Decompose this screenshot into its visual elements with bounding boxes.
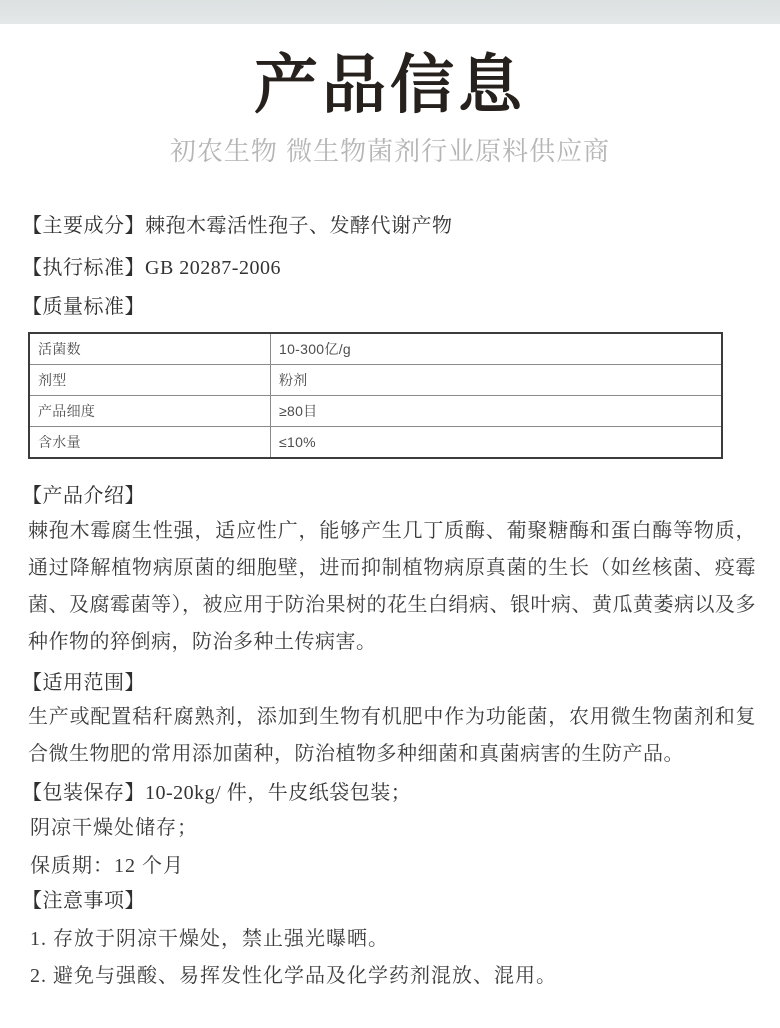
notes-label: 【注意事项】 <box>22 890 145 912</box>
table-cell-name: 活菌数 <box>29 333 271 365</box>
table-cell-name: 产品细度 <box>29 396 271 427</box>
table-row <box>29 365 722 396</box>
main-ingredients-label: 【主要成分】 <box>22 215 145 237</box>
shelf-life-line: 保质期：12 个月 <box>30 855 184 877</box>
scope-label: 【适用范围】 <box>22 672 145 694</box>
scope-heading <box>22 669 756 697</box>
table-cell-name: 含水量 <box>29 427 271 459</box>
product-intro-label: 【产品介绍】 <box>22 485 145 507</box>
quality-standard-label: 【质量标准】 <box>22 296 145 318</box>
notes-heading <box>22 887 756 915</box>
main-ingredients-line <box>22 212 756 240</box>
packaging-value: 10-20kg/ 件，牛皮纸袋包装； <box>145 782 412 804</box>
page-title: 产品信息 <box>254 50 526 121</box>
note-item-2: 2. 避免与强酸、易挥发性化学品及化学药剂混放、混用。 <box>30 965 557 987</box>
packaging-label: 【包装保存】 <box>22 782 145 804</box>
table-cell-value: 10-300亿/g <box>271 333 723 365</box>
table-row <box>29 333 722 365</box>
note-item-1: 1. 存放于阴凉干燥处，禁止强光曝晒。 <box>30 928 389 950</box>
quality-standard-line <box>22 293 756 321</box>
quality-standard-table <box>28 332 723 459</box>
table-row <box>29 396 722 427</box>
product-intro-heading <box>22 482 756 510</box>
table-cell-name: 剂型 <box>29 365 271 396</box>
table-cell-value: ≤10% <box>271 427 723 459</box>
header-band <box>0 0 780 24</box>
document-body <box>0 212 780 990</box>
table-cell-value: 粉剂 <box>271 365 723 396</box>
standard-value: GB 20287-2006 <box>145 257 281 279</box>
page-subtitle: 初农生物 微生物菌剂行业原料供应商 <box>169 136 611 166</box>
standard-label: 【执行标准】 <box>22 257 145 279</box>
packaging-line <box>22 779 756 807</box>
product-intro-text: 棘孢木霉腐生性强，适应性广，能够产生几丁质酶、葡聚糖酶和蛋白酶等物质，通过降解植物病原菌的细胞壁，进而抑制植物病原真菌的生长（如丝核菌、疫霉菌、及腐霉菌等），被应用于防治果树的花生白绢病、银叶病、黄瓜黄萎病以及多种作物的猝倒病，防治多种土传病害。 <box>28 520 756 653</box>
standard-line <box>22 254 756 282</box>
table-cell-value: ≥80目 <box>271 396 723 427</box>
scope-text: 生产或配置秸秆腐熟剂，添加到生物有机肥中作为功能菌，农用微生物菌剂和复合微生物肥的常用添加菌种，防治植物多种细菌和真菌病害的生防产品。 <box>28 706 756 765</box>
main-ingredients-value: 棘孢木霉活性孢子、发酵代谢产物 <box>145 215 453 237</box>
storage-line: 阴凉干燥处储存； <box>30 817 198 839</box>
table-row <box>29 427 722 459</box>
